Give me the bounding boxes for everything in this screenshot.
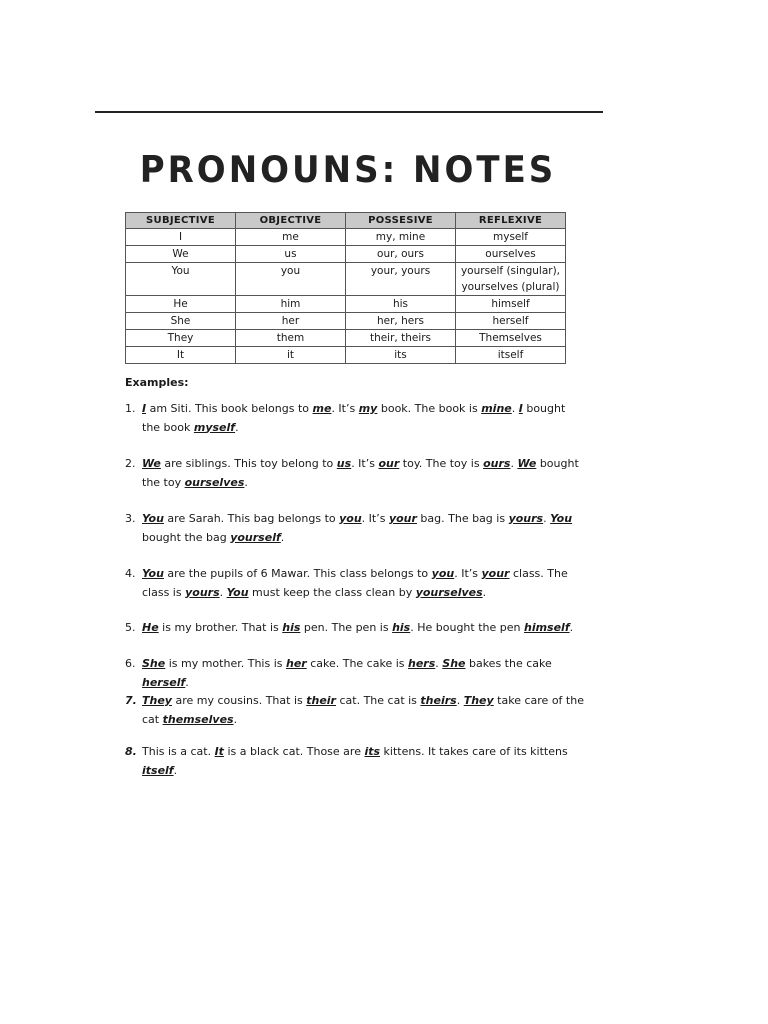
example-text-run: .: [456, 694, 464, 707]
example-text-run: toy. The toy is: [399, 457, 484, 470]
example-text: [142, 692, 585, 729]
example-text-run: .: [510, 457, 518, 470]
pronoun-highlight: himself: [523, 621, 570, 634]
page-title: PRONOUNS: NOTES: [139, 148, 557, 192]
table-cell: our, ours: [346, 246, 456, 263]
header-objective: OBJECTIVE: [236, 213, 346, 229]
example-text-run: This is a cat.: [142, 745, 215, 758]
pronoun-highlight: themselves: [162, 712, 234, 726]
pronoun-highlight: herself: [142, 675, 186, 689]
table-cell-two-line: [456, 263, 566, 296]
pronoun-highlight: your: [388, 512, 417, 525]
example-number: 4.: [125, 567, 136, 580]
table-cell: their, theirs: [346, 330, 456, 347]
pronoun-highlight: You: [550, 512, 573, 525]
pronoun-highlight: his: [282, 621, 301, 634]
table-cell: your, yours: [346, 263, 456, 296]
example-text: [142, 455, 585, 492]
pronoun-highlight: her: [285, 657, 307, 670]
example-text-run: is my mother. This is: [165, 657, 286, 670]
pronoun-highlight: I: [518, 402, 523, 415]
table-cell: my, mine: [346, 229, 456, 246]
pronoun-highlight: us: [336, 457, 352, 470]
pronoun-highlight: their: [306, 694, 336, 707]
example-text-run: .: [173, 763, 178, 777]
example-text-run: .: [569, 621, 574, 634]
table-row: [126, 313, 566, 330]
pronoun-highlight: We: [142, 457, 161, 470]
example-text-run: . He bought the pen: [410, 621, 524, 634]
table-row: [126, 347, 566, 364]
pronoun-highlight: She: [442, 657, 466, 670]
examples-heading: Examples:: [125, 376, 189, 389]
example-number: 3.: [125, 512, 136, 525]
table-cell: Themselves: [456, 330, 566, 347]
table-cell: him: [236, 296, 346, 313]
pronoun-highlight: You: [226, 585, 249, 599]
header-reflexive: REFLEXIVE: [456, 213, 566, 229]
top-rule: [95, 111, 603, 113]
example-number: 6.: [125, 657, 136, 670]
table-cell: We: [126, 246, 236, 263]
table-cell: it: [236, 347, 346, 364]
example-text-run: is a black cat. Those are: [223, 745, 365, 758]
pronoun-highlight: its: [364, 745, 381, 758]
table-row: [126, 263, 566, 296]
pronoun-highlight: your: [481, 567, 510, 580]
example-number: 5.: [125, 621, 136, 634]
pronoun-highlight: ourselves: [184, 475, 245, 489]
example-text-run: .: [482, 585, 487, 599]
pronoun-highlight: They: [463, 694, 494, 707]
example-text: [142, 619, 585, 638]
example-text-run: . It’s: [331, 402, 359, 415]
example-number: 2.: [125, 457, 136, 470]
example-text: [142, 565, 585, 602]
pronoun-highlight: my: [358, 402, 378, 415]
example-text-run: are the pupils of 6 Mawar. This class belongs to: [163, 567, 432, 580]
pronoun-highlight: yourselves: [415, 585, 483, 599]
table-cell: you: [236, 263, 346, 296]
example-text-run: .: [219, 585, 227, 599]
example-text-run: book. The book is: [377, 402, 482, 415]
pronoun-table: [125, 212, 566, 364]
pronoun-highlight: She: [142, 657, 166, 670]
pronoun-highlight: mine: [481, 402, 512, 415]
example-text-run: . It’s: [361, 512, 389, 525]
example-text: [142, 743, 585, 780]
example-text-run: .: [235, 420, 239, 434]
example-text-run: class. The class is: [142, 567, 568, 599]
table-cell: its: [346, 347, 456, 364]
pronoun-highlight: You: [142, 567, 164, 580]
table-row: [126, 330, 566, 347]
example-text-run: .: [244, 475, 248, 489]
pronoun-highlight: myself: [193, 420, 236, 434]
pronoun-highlight: itself: [142, 763, 174, 777]
example-text-run: kittens. It takes care of its kittens: [380, 745, 568, 758]
pronoun-highlight: He: [142, 621, 159, 634]
example-text-run: is my brother. That is: [158, 621, 283, 634]
example-text-run: bought the book: [142, 402, 566, 434]
example-text-run: . It’s: [351, 457, 379, 470]
example-text-run: pen. The pen is: [300, 621, 393, 634]
table-cell: herself: [456, 313, 566, 330]
table-cell: I: [126, 229, 236, 246]
pronoun-highlight: yours: [185, 585, 220, 599]
example-text-run: .: [233, 712, 238, 726]
example-text: [142, 400, 585, 437]
table-cell: them: [236, 330, 346, 347]
table-cell: itself: [456, 347, 566, 364]
example-text-run: .: [280, 530, 285, 544]
reflexive-line-1: yourself (singular),: [460, 265, 561, 277]
header-possesive: POSSESIVE: [346, 213, 456, 229]
pronoun-highlight: hers: [408, 657, 436, 670]
pronoun-highlight: you: [339, 512, 362, 525]
pronoun-highlight: yours: [508, 512, 544, 525]
table-cell: her: [236, 313, 346, 330]
table-cell: myself: [456, 229, 566, 246]
reflexive-line-2: yourselves (plural): [461, 281, 560, 293]
table-cell: his: [346, 296, 456, 313]
table-header-row: [126, 213, 566, 229]
example-number: 1.: [125, 402, 136, 415]
table-cell: us: [236, 246, 346, 263]
pronoun-highlight: you: [431, 567, 455, 580]
table-cell: me: [236, 229, 346, 246]
example-text-run: are Sarah. This bag belongs to: [163, 512, 340, 525]
pronoun-highlight: me: [312, 402, 332, 415]
table-cell: It: [126, 347, 236, 364]
pronoun-highlight: ours: [483, 457, 511, 470]
example-text-run: bought the bag: [142, 530, 231, 544]
example-text-run: are my cousins. That is: [171, 694, 307, 707]
example-text-run: am Siti. This book belongs to: [146, 402, 313, 415]
example-text: [142, 510, 585, 547]
example-text-run: .: [543, 512, 551, 525]
example-text-run: bag. The bag is: [416, 512, 509, 525]
example-text-run: cake. The cake is: [306, 657, 408, 670]
table-row: [126, 296, 566, 313]
pronoun-highlight: It: [214, 745, 224, 758]
pronoun-highlight: I: [142, 402, 147, 415]
table-cell: He: [126, 296, 236, 313]
table-cell: You: [126, 263, 236, 296]
pronoun-highlight: They: [142, 694, 172, 707]
example-text-run: .: [435, 657, 443, 670]
example-text-run: take care of the cat: [142, 694, 584, 726]
table-cell: She: [126, 313, 236, 330]
pronoun-highlight: You: [142, 512, 164, 525]
example-text-run: must keep the class clean by: [248, 585, 416, 599]
example-text-run: bakes the cake: [465, 657, 552, 670]
pronoun-highlight: We: [517, 457, 537, 470]
pronoun-highlight: our: [378, 457, 400, 470]
table-cell: They: [126, 330, 236, 347]
example-text-run: are siblings. This toy belong to: [160, 457, 337, 470]
example-text-run: cat. The cat is: [335, 694, 421, 707]
pronoun-highlight: theirs: [420, 694, 457, 707]
example-text-run: .: [185, 675, 189, 689]
example-number: 8.: [125, 745, 137, 758]
pronoun-highlight: yourself: [230, 530, 281, 544]
example-text: [142, 655, 585, 692]
table-row: [126, 246, 566, 263]
table-cell: ourselves: [456, 246, 566, 263]
pronoun-highlight: his: [392, 621, 411, 634]
table-cell: himself: [456, 296, 566, 313]
table-cell: her, hers: [346, 313, 456, 330]
header-subjective: SUBJECTIVE: [126, 213, 236, 229]
example-text-run: .: [511, 402, 519, 415]
example-text-run: bought the toy: [142, 457, 579, 489]
example-text-run: . It’s: [454, 567, 482, 580]
table-row: [126, 229, 566, 246]
example-number: 7.: [125, 694, 137, 707]
